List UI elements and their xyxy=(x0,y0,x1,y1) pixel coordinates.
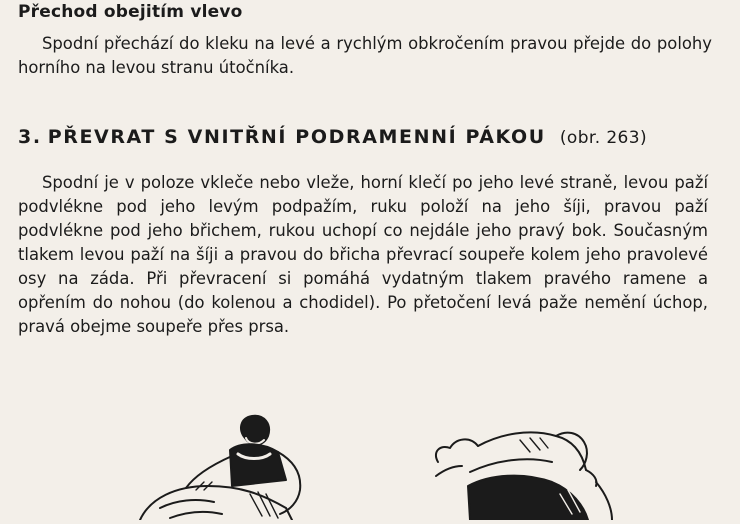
figure-svg xyxy=(0,390,740,520)
section-heading xyxy=(18,124,718,151)
section-number: 3. xyxy=(18,126,42,148)
right-wrestlers-illustration xyxy=(436,432,612,520)
section-title: PŘEVRAT S VNITŘNÍ PODRAMENNÍ PÁKOU xyxy=(47,126,546,148)
figure-reference: (obr. 263) xyxy=(559,128,647,148)
subsection-title: Přechod obejitím vlevo xyxy=(18,2,243,22)
left-wrestlers-illustration xyxy=(140,416,300,520)
subsection-paragraph: Spodní přechází do kleku na levé a rychlým obkročením pravou přejde do polohy horního na levou stranu útočníka. xyxy=(18,34,712,77)
figure-area xyxy=(0,390,740,520)
section-paragraph: Spodní je v poloze vkleče nebo vleže, horní klečí po jeho levé straně, levou paží podvlékne pod jeho levým podpažím, ruku položí na jeho šíji, pravou paží podvlékne pod jeho břichem, rukou uchopí co nejdále jeho pravý bok. Současným tlakem levou paží na šíji a pravou do břicha převrací soupeře kolem jeho pravolevé osy na záda. Při převracení si pomáhá vydatným tlakem pravého ramene a opřením do nohou (do kolenou a chodidel). Po přetočení levá paže nemění úchop, pravá obejme soupeře přes prsa. xyxy=(18,173,708,336)
